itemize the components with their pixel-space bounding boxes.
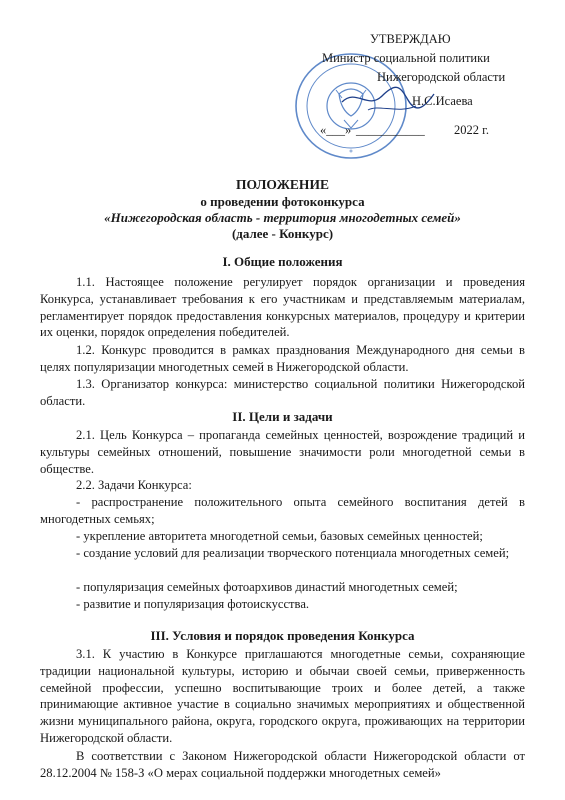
paragraph-2-2: 2.2. Задачи Конкурса:: [76, 478, 192, 492]
task-item-1: - распространение положительного опыта семейного воспитания детей в многодетных семьях;: [40, 495, 525, 526]
approval-header: УТВЕРЖДАЮ: [370, 32, 451, 46]
approval-date-month: ___________: [356, 123, 425, 137]
approval-date-year: 2022 г.: [454, 123, 489, 137]
paragraph-1-2: 1.2. Конкурс проводится в рамках празднования Международного дня семьи в целях популяризации многодетных семей в Нижегородской области.: [40, 343, 525, 374]
paragraph-2-1: 2.1. Цель Конкурса – пропаганда семейных ценностей, возрождение традиций и культуры семейных отношений, повышение значимости роли многодетной семьи в обществе.: [40, 428, 525, 476]
contest-name: «Нижегородская область - территория многодетных семей»: [104, 210, 461, 225]
task-item-2: - укрепление авторитета многодетной семьи, базовых семейных ценностей;: [76, 529, 483, 543]
task-item-3: - создание условий для реализации творческого потенциала многодетных семей;: [76, 546, 510, 560]
approval-position-line2: Нижегородской области: [377, 70, 506, 84]
paragraph-3-1: 3.1. К участию в Конкурсе приглашаются многодетные семьи, сохраняющие традиции национальной культуры, историю и обычаи своей семьи, приверженность семейной профессии, успешно воспитывающие троих и более детей, а также принимающие активное участие в социально значимых мероприятиях и общественной жизни муниципального района, округа, городского округа, проживающих на территории Нижегородской области.: [40, 647, 525, 745]
paragraph-3-2: В соответствии с Законом Нижегородской области Нижегородской области от 28.12.2004 № 158-З «О мерах социальной поддержки многодетных семей»: [40, 749, 525, 780]
task-item-5: - развитие и популяризация фотоискусства.: [76, 597, 310, 611]
approval-position-line1: Министр социальной политики: [322, 51, 490, 65]
section-heading-1: I. Общие положения: [222, 254, 343, 269]
approval-date-day: «___»: [320, 123, 352, 137]
paragraph-1-3: 1.3. Организатор конкурса: министерство социальной политики Нижегородской области.: [40, 377, 525, 408]
task-item-4: - популяризация семейных фотоархивов династий многодетных семей;: [76, 580, 458, 594]
document-subtitle: о проведении фотоконкурса: [200, 194, 365, 209]
document-title: ПОЛОЖЕНИЕ: [236, 177, 329, 192]
abbreviation-note: (далее - Конкурс): [231, 226, 334, 241]
section-heading-3: III. Условия и порядок проведения Конкурса: [150, 628, 415, 643]
approval-signer-name: Н.С.Исаева: [412, 94, 473, 108]
paragraph-1-1: 1.1. Настоящее положение регулирует порядок организации и проведения Конкурса, устанавливает требования к его участникам и представляемым материалам, регламентирует порядок предоставления конкурсных материалов, процедуру и критерии их оценки, порядок определения победителей.: [40, 275, 525, 340]
section-heading-2: II. Цели и задачи: [232, 409, 333, 424]
